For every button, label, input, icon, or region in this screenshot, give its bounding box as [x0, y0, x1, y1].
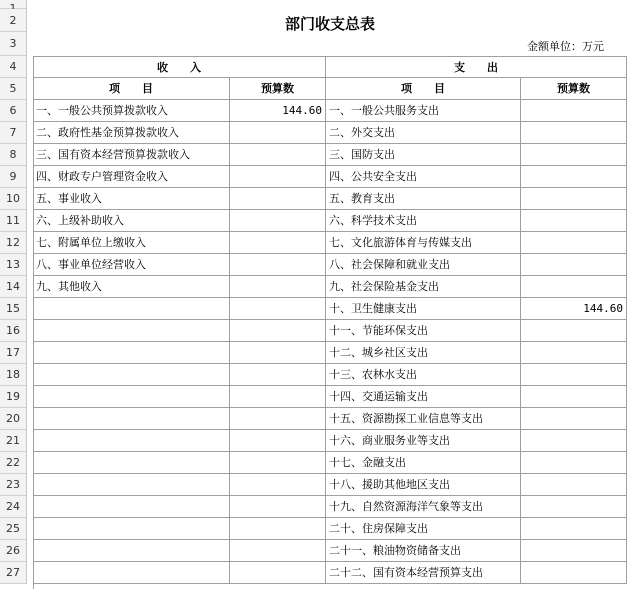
income-item-cell[interactable]: 三、国有资本经营预算拨款收入 [33, 144, 230, 166]
page-title: 部门收支总表 [284, 15, 375, 33]
income-item-cell[interactable] [33, 342, 230, 364]
expense-item-cell[interactable]: 四、公共安全支出 [326, 166, 521, 188]
income-amount-cell[interactable] [230, 232, 326, 254]
expense-amount-cell[interactable] [521, 496, 627, 518]
expense-amount-cell[interactable] [521, 364, 627, 386]
income-amount-cell[interactable] [230, 254, 326, 276]
expense-item-cell[interactable]: 十五、资源勘探工业信息等支出 [326, 408, 521, 430]
income-amount-cell[interactable] [230, 364, 326, 386]
expense-amount-cell[interactable] [521, 452, 627, 474]
expense-amount-cell[interactable] [521, 474, 627, 496]
income-amount-cell[interactable] [230, 430, 326, 452]
row-header[interactable]: 16 [0, 320, 27, 342]
income-section-header: 收 入 [33, 57, 326, 78]
expense-item-cell[interactable]: 十七、金融支出 [326, 452, 521, 474]
expense-amount-cell[interactable] [521, 408, 627, 430]
income-amount-cell[interactable]: 144.60 [230, 100, 326, 122]
income-amount-cell[interactable] [230, 342, 326, 364]
income-amount-cell[interactable] [230, 408, 326, 430]
income-amount-cell[interactable] [230, 320, 326, 342]
expense-amount-cell[interactable] [521, 232, 627, 254]
row-header[interactable]: 19 [0, 386, 27, 408]
income-amount-cell[interactable] [230, 540, 326, 562]
income-item-cell[interactable] [33, 496, 230, 518]
expense-amount-cell[interactable] [521, 540, 627, 562]
income-item-cell[interactable] [33, 298, 230, 320]
expense-item-cell[interactable]: 十六、商业服务业等支出 [326, 430, 521, 452]
expense-item-cell[interactable]: 十八、援助其他地区支出 [326, 474, 521, 496]
income-item-header: 项 目 [33, 78, 230, 100]
expense-amount-cell[interactable] [521, 188, 627, 210]
expense-amount-cell[interactable] [521, 518, 627, 540]
income-amount-cell[interactable] [230, 144, 326, 166]
row-header[interactable]: 25 [0, 518, 27, 540]
row-header[interactable]: 21 [0, 430, 27, 452]
income-amount-cell[interactable] [230, 188, 326, 210]
expense-amount-cell[interactable] [521, 144, 627, 166]
income-item-cell[interactable]: 九、其他收入 [33, 276, 230, 298]
expense-item-cell[interactable]: 十二、城乡社区支出 [326, 342, 521, 364]
income-item-cell[interactable]: 八、事业单位经营收入 [33, 254, 230, 276]
row-header[interactable]: 27 [0, 562, 27, 584]
row-header[interactable]: 9 [0, 166, 27, 188]
expense-amount-cell[interactable] [521, 122, 627, 144]
income-amount-cell[interactable] [230, 496, 326, 518]
expense-item-cell[interactable]: 二十、住房保障支出 [326, 518, 521, 540]
income-budget-header: 预算数 [230, 78, 326, 100]
income-amount-cell[interactable] [230, 210, 326, 232]
expense-item-cell[interactable]: 二、外交支出 [326, 122, 521, 144]
row-header[interactable]: 24 [0, 496, 27, 518]
income-item-cell[interactable] [33, 320, 230, 342]
income-amount-cell[interactable] [230, 276, 326, 298]
row-header[interactable]: 14 [0, 276, 27, 298]
income-amount-cell[interactable] [230, 518, 326, 540]
income-amount-cell[interactable] [230, 166, 326, 188]
row-header[interactable]: 7 [0, 122, 27, 144]
row-header[interactable]: 17 [0, 342, 27, 364]
expense-amount-cell[interactable] [521, 430, 627, 452]
expense-item-cell[interactable]: 十四、交通运输支出 [326, 386, 521, 408]
expense-item-cell[interactable]: 三、国防支出 [326, 144, 521, 166]
expense-item-cell[interactable]: 五、教育支出 [326, 188, 521, 210]
income-item-cell[interactable]: 五、事业收入 [33, 188, 230, 210]
expense-item-cell[interactable]: 十三、农林水支出 [326, 364, 521, 386]
expense-amount-cell[interactable] [521, 100, 627, 122]
expense-item-cell[interactable]: 二十二、国有资本经营预算支出 [326, 562, 521, 584]
income-amount-cell[interactable] [230, 386, 326, 408]
income-item-cell[interactable] [33, 430, 230, 452]
row-header[interactable]: 3 [0, 32, 27, 56]
income-item-cell[interactable] [33, 562, 230, 584]
income-amount-cell[interactable] [230, 122, 326, 144]
row-header[interactable]: 2 [0, 9, 27, 32]
expense-item-cell[interactable]: 二十一、粮油物资储备支出 [326, 540, 521, 562]
row-header[interactable]: 13 [0, 254, 27, 276]
row-header[interactable]: 23 [0, 474, 27, 496]
expense-item-cell[interactable]: 六、科学技术支出 [326, 210, 521, 232]
row-header[interactable]: 5 [0, 78, 27, 100]
row-header[interactable]: 10 [0, 188, 27, 210]
income-item-cell[interactable]: 一、一般公共预算拨款收入 [33, 100, 230, 122]
expense-item-cell[interactable]: 九、社会保险基金支出 [326, 276, 521, 298]
row-header[interactable]: 26 [0, 540, 27, 562]
income-item-cell[interactable] [33, 540, 230, 562]
expense-amount-cell[interactable] [521, 254, 627, 276]
expense-item-cell[interactable]: 七、文化旅游体育与传媒支出 [326, 232, 521, 254]
expense-item-header: 项 目 [326, 78, 521, 100]
row-header[interactable]: 4 [0, 56, 27, 78]
expense-amount-cell[interactable] [521, 320, 627, 342]
income-amount-cell[interactable] [230, 452, 326, 474]
expense-amount-cell[interactable] [521, 166, 627, 188]
row-header[interactable]: 15 [0, 298, 27, 320]
income-item-cell[interactable]: 七、附属单位上缴收入 [33, 232, 230, 254]
row-header[interactable]: 8 [0, 144, 27, 166]
income-item-cell[interactable] [33, 474, 230, 496]
row-header[interactable]: 22 [0, 452, 27, 474]
income-item-cell[interactable]: 二、政府性基金预算拨款收入 [33, 122, 230, 144]
row-header[interactable]: 18 [0, 364, 27, 386]
expense-budget-header: 预算数 [521, 78, 627, 100]
unit-label: 金额单位：万元 [527, 40, 604, 53]
expense-amount-cell[interactable]: 144.60 [521, 298, 627, 320]
expense-item-cell[interactable]: 一、一般公共服务支出 [326, 100, 521, 122]
income-item-cell[interactable] [33, 408, 230, 430]
expense-amount-cell[interactable] [521, 342, 627, 364]
expense-item-cell[interactable]: 八、社会保障和就业支出 [326, 254, 521, 276]
expense-item-cell[interactable]: 十、卫生健康支出 [326, 298, 521, 320]
income-item-cell[interactable] [33, 518, 230, 540]
income-amount-cell[interactable] [230, 298, 326, 320]
income-item-cell[interactable] [33, 364, 230, 386]
income-item-cell[interactable]: 四、财政专户管理资金收入 [33, 166, 230, 188]
row-header[interactable]: 11 [0, 210, 27, 232]
expense-amount-cell[interactable] [521, 276, 627, 298]
row-header[interactable]: 12 [0, 232, 27, 254]
expense-amount-cell[interactable] [521, 562, 627, 584]
expense-item-cell[interactable]: 十一、节能环保支出 [326, 320, 521, 342]
income-item-cell[interactable]: 六、上级补助收入 [33, 210, 230, 232]
expense-item-cell[interactable]: 十九、自然资源海洋气象等支出 [326, 496, 521, 518]
row-header[interactable]: 20 [0, 408, 27, 430]
income-item-cell[interactable] [33, 386, 230, 408]
row-header[interactable]: 6 [0, 100, 27, 122]
expense-amount-cell[interactable] [521, 210, 627, 232]
income-item-cell[interactable] [33, 452, 230, 474]
income-amount-cell[interactable] [230, 562, 326, 584]
income-amount-cell[interactable] [230, 474, 326, 496]
expense-section-header: 支 出 [326, 57, 627, 78]
expense-amount-cell[interactable] [521, 386, 627, 408]
row-header[interactable] [0, 0, 27, 9]
